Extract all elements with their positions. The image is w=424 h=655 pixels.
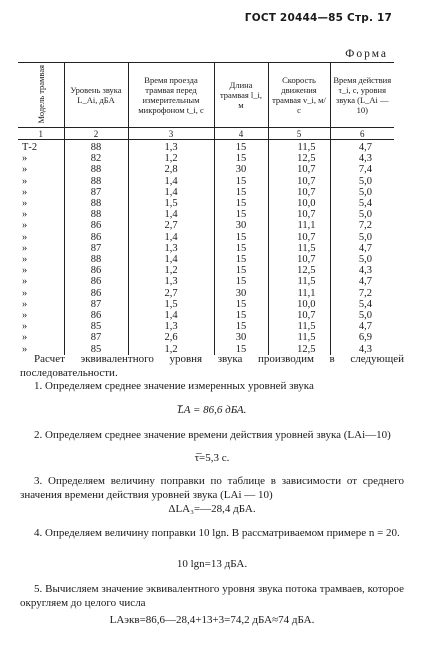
table-cell: 86 [64,265,128,276]
table-cell: 11,5 [268,140,330,154]
table-cell: 4,7 [330,276,394,287]
column-header: Длина трамвая l_i, м [214,63,268,128]
table-cell: 86 [64,232,128,243]
table-cell: » [22,164,28,176]
table-cell: 10,7 [268,232,330,243]
column-header: Время действия τ_i, с, уровня звука (L_Ai — 10) [330,63,394,128]
table-cell: 4,3 [330,153,394,164]
table-cell: 1,3 [128,243,214,254]
column-number: 5 [268,128,330,140]
table-cell: 87 [64,332,128,343]
table-cell: 5,4 [330,299,394,310]
table-cell: 1,4 [128,310,214,321]
table-cell: 85 [64,344,128,355]
table-row [18,153,394,164]
table-cell: 5,4 [330,198,394,209]
table-row [18,198,394,209]
table-cell: 12,5 [268,153,330,164]
formula-1: L̅A = 86,6 дБА. [177,404,247,416]
page-header: ГОСТ 20444—85 Стр. 17 [244,12,392,24]
formula-3: ΔLA₃=—28,4 дБА. [168,503,256,515]
table-cell: » [22,186,28,198]
table-body [18,140,394,355]
table-cell: 87 [64,299,128,310]
table-cell: 15 [214,209,268,220]
column-header: Уровень звука L_Ai, дБА [64,63,128,128]
step-4: 4. Определяем величину поправки 10 lgn. В рассматриваемом примере n = 20. [34,527,400,539]
table-cell: 7,2 [330,220,394,231]
table-cell: 1,4 [128,209,214,220]
table-cell: 5,0 [330,176,394,187]
table-cell: 1,3 [128,140,214,154]
table-cell: 85 [64,321,128,332]
table-cell: 10,7 [268,187,330,198]
step-3: 3. Определяем величину поправки по таблице в зависимости от среднего значения времени действия уровней звука (LAi — 10) [20,475,404,501]
table-cell: 2,8 [128,164,214,175]
table-row [18,321,394,332]
table-cell: 30 [214,288,268,299]
table-row [18,232,394,243]
table-cell: 1,5 [128,299,214,310]
table-cell: 86 [64,288,128,299]
table-cell: » [22,298,28,310]
table-cell: » [22,175,28,187]
measurement-table [18,62,394,355]
table-cell: 86 [64,276,128,287]
table-cell: 5,0 [330,232,394,243]
formula-5: LАэкв=86,6—28,4+13+3=74,2 дБА≈74 дБА. [109,614,315,626]
table-cell: 4,7 [330,140,394,154]
column-number: 4 [214,128,268,140]
table-cell: 1,2 [128,265,214,276]
table-cell: 11,1 [268,220,330,231]
table-row [18,140,394,154]
table-cell: 5,0 [330,209,394,220]
table-cell: » [22,276,28,288]
column-number: 3 [128,128,214,140]
table-cell: » [22,209,28,221]
table-row [18,164,394,175]
table-cell: » [22,220,28,232]
table-cell: 4,3 [330,265,394,276]
table-cell: 7,4 [330,164,394,175]
table-cell: 10,0 [268,299,330,310]
table-cell: 11,1 [268,288,330,299]
table-cell: » [22,153,28,165]
table-row [18,288,394,299]
table-cell: 2,7 [128,288,214,299]
table-cell: 30 [214,332,268,343]
table-cell: 15 [214,310,268,321]
table-cell: 12,5 [268,344,330,355]
table-cell: » [22,265,28,277]
table-cell: 15 [214,276,268,287]
table-row [18,332,394,343]
table-cell: 88 [64,140,128,154]
table-cell: 11,5 [268,332,330,343]
table-cell: 1,2 [128,153,214,164]
table-cell: 15 [214,232,268,243]
table-cell: 87 [64,243,128,254]
table-header-row [18,63,394,128]
form-label: Форма [345,48,388,60]
step-5: 5. Вычисляем значение эквивалентного уровня звука потока трамваев, которое округляем до целого числа [20,583,404,609]
step-1: 1. Определяем среднее значение измеренных уровней звука [34,380,314,392]
table-cell: 15 [214,265,268,276]
table-row [18,310,394,321]
table-cell: 15 [214,254,268,265]
table-row [18,187,394,198]
table-row [18,254,394,265]
table-cell: 5,0 [330,254,394,265]
table-cell: 6,9 [330,332,394,343]
table-cell: 1,3 [128,321,214,332]
table-row [18,176,394,187]
step-2: 2. Определяем среднее значение времени действия уровней звука (LAi—10) [34,429,391,441]
table-cell: 30 [214,220,268,231]
table-cell: 86 [64,220,128,231]
column-header: Скорость движения трамвая v_i, м/с [268,63,330,128]
table-cell: » [22,231,28,243]
table-cell: » [22,254,28,266]
table-cell: 86 [64,310,128,321]
table-cell: 2,7 [128,220,214,231]
table-cell: 88 [64,209,128,220]
table-cell: » [22,321,28,333]
table-cell: 4,7 [330,243,394,254]
table-cell: 88 [64,176,128,187]
table-cell: Т-2 [22,142,38,153]
column-number: 1 [18,128,64,140]
table-cell: 11,5 [268,276,330,287]
table-cell: 10,7 [268,310,330,321]
table-row [18,299,394,310]
table-row [18,220,394,231]
table-row [18,209,394,220]
column-header: Модель трамвая [18,63,64,128]
table-cell: 10,7 [268,164,330,175]
table-cell: 1,4 [128,176,214,187]
table-cell: 10,7 [268,209,330,220]
table-cell: 5,0 [330,187,394,198]
table-cell: 10,7 [268,176,330,187]
table-cell: 11,5 [268,321,330,332]
table-cell: 1,5 [128,198,214,209]
table-cell: 5,0 [330,310,394,321]
table-cell: 88 [64,254,128,265]
table-cell: 10,0 [268,198,330,209]
table-cell: 2,6 [128,332,214,343]
table-cell: 15 [214,140,268,154]
table-cell: 1,4 [128,232,214,243]
table-cell: 1,4 [128,254,214,265]
table-cell: 15 [214,344,268,355]
table-cell: 10,7 [268,254,330,265]
table-cell: 1,4 [128,187,214,198]
table-cell: 1,3 [128,276,214,287]
table-cell: 15 [214,321,268,332]
table-cell: 87 [64,187,128,198]
formula-4: 10 lgn=13 дБА. [176,558,248,570]
table-cell: 15 [214,299,268,310]
table-cell: 88 [64,198,128,209]
column-number: 6 [330,128,394,140]
table-cell: 88 [64,164,128,175]
table-cell: » [22,310,28,322]
table-row [18,276,394,287]
table-cell: » [22,198,28,210]
column-header: Время проезда трамвая перед измерительным микрофоном t_i, с [128,63,214,128]
table-cell: » [22,287,28,299]
table-cell: 7,2 [330,288,394,299]
column-number-row [18,128,394,140]
formula-2: τ̅=5,3 с. [194,452,230,464]
table-cell: » [22,343,28,355]
table-cell: 15 [214,243,268,254]
table-cell: 15 [214,176,268,187]
table-row [18,243,394,254]
table-cell: 11,5 [268,243,330,254]
table-cell: 15 [214,198,268,209]
table-cell: » [22,332,28,344]
table-row [18,265,394,276]
table-cell: 4,7 [330,321,394,332]
table-cell: 82 [64,153,128,164]
table-cell: 15 [214,187,268,198]
intro-text: Расчет эквивалентного уровня звука производим в следующей последовательности. [20,353,404,379]
table-cell: 12,5 [268,265,330,276]
table-cell: 1,2 [128,344,214,355]
table-cell: 30 [214,164,268,175]
table-cell: 15 [214,153,268,164]
table-cell: » [22,242,28,254]
column-number: 2 [64,128,128,140]
table-cell: 4,3 [330,344,394,355]
